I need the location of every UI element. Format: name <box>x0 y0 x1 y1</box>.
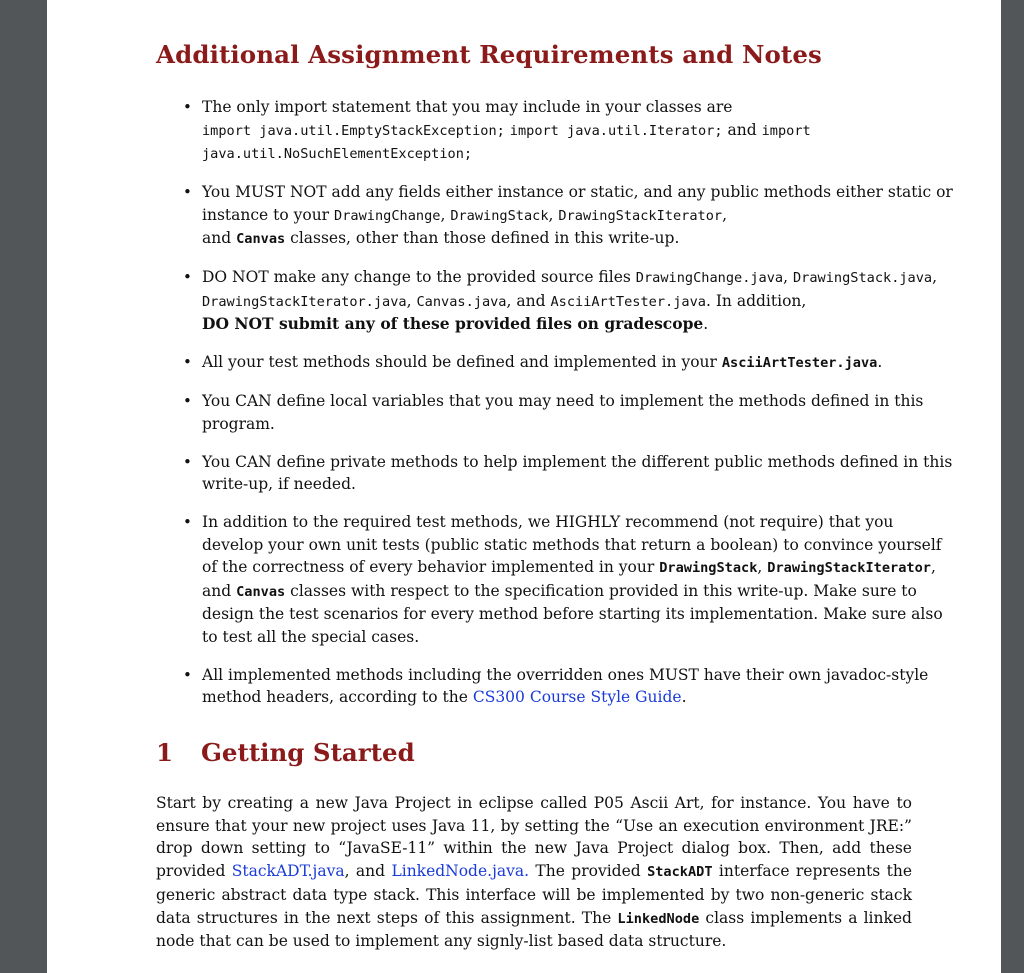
bullet: • <box>183 665 192 684</box>
bullet: • <box>183 268 192 286</box>
list-item: • DO NOT make any change to the provided source files DrawingChange.java, DrawingStack.java, DrawingStackIterator.java, Canvas.java, and AsciiArtTester.java. In addition, DO NOT submit any of these provided files on gradescope. <box>183 268 938 333</box>
list-item: • You CAN define private methods to help implement the different public methods defined in this write-up, if needed. <box>183 452 953 493</box>
list-item: • All your test methods should be defined and implemented in your AsciiArtTester.java. <box>177 351 957 375</box>
stackadt-link[interactable]: StackADT.java <box>231 862 345 881</box>
getting-started-heading <box>156 738 415 767</box>
section-title: Additional Assignment Requirements and Notes <box>156 40 822 69</box>
list-item: • You CAN define local variables that you may need to implement the methods defined in this program. <box>183 392 924 433</box>
viewer-right-margin <box>1001 0 1024 973</box>
section-title: Getting Started <box>201 738 415 767</box>
requirements-list <box>177 96 957 724</box>
style-guide-link[interactable]: CS300 Course Style Guide <box>472 688 682 706</box>
document-page <box>47 0 1001 973</box>
bullet: • <box>183 183 192 201</box>
bullet: • <box>183 452 192 471</box>
bullet: • <box>183 392 192 410</box>
list-item: • The only import statement that you may include in your classes are import java.util.EmptyStackException; import java.util.Iterator; and import java.util.NoSuchElementException; <box>183 98 811 162</box>
bullet: • <box>183 98 192 116</box>
bullet: • <box>183 513 192 531</box>
viewer-left-margin <box>0 0 47 973</box>
list-item: • All implemented methods including the overridden ones MUST have their own javadoc-style method headers, according to the CS300 Course Style Guide. <box>183 665 929 706</box>
getting-started-paragraph: Start by creating a new Java Project in eclipse called P05 Ascii Art, for instance. You have to ensure that your new project uses Java 11, by setting the “Use an execution environment JRE:” drop down setting to “JavaSE-11” within the new Java Project dialog box. Then, add these provided StackADT.java, and LinkedNode.java. The provided StackADT interface represents the generic abstract data type stack. This interface will be implemented by two non-generic stack data structures in the next steps of this assignment. The LinkedNode class implements a linked node that can be used to implement any signly-list based data structure. <box>156 794 912 951</box>
list-item: • You MUST NOT add any fields either instance or static, and any public methods either static or instance to your DrawingChange, DrawingStack, DrawingStackIterator, and Canvas classes, other than those defined in this write-up. <box>183 183 953 247</box>
list-item: • In addition to the required test methods, we HIGHLY recommend (not require) that you develop your own unit tests (public static methods that return a boolean) to convince yourself of the correctness of every behavior implemented in your DrawingStack, DrawingStackIterator, and Canvas classes with respect to the specification provided in this write-up. Make sure to design the test scenarios for every method before starting its implementation. Make sure also to test all the special cases. <box>183 513 943 646</box>
linkednode-link[interactable]: LinkedNode.java. <box>391 862 530 881</box>
section-number: 1 <box>156 738 174 767</box>
bullet: • <box>183 353 192 371</box>
